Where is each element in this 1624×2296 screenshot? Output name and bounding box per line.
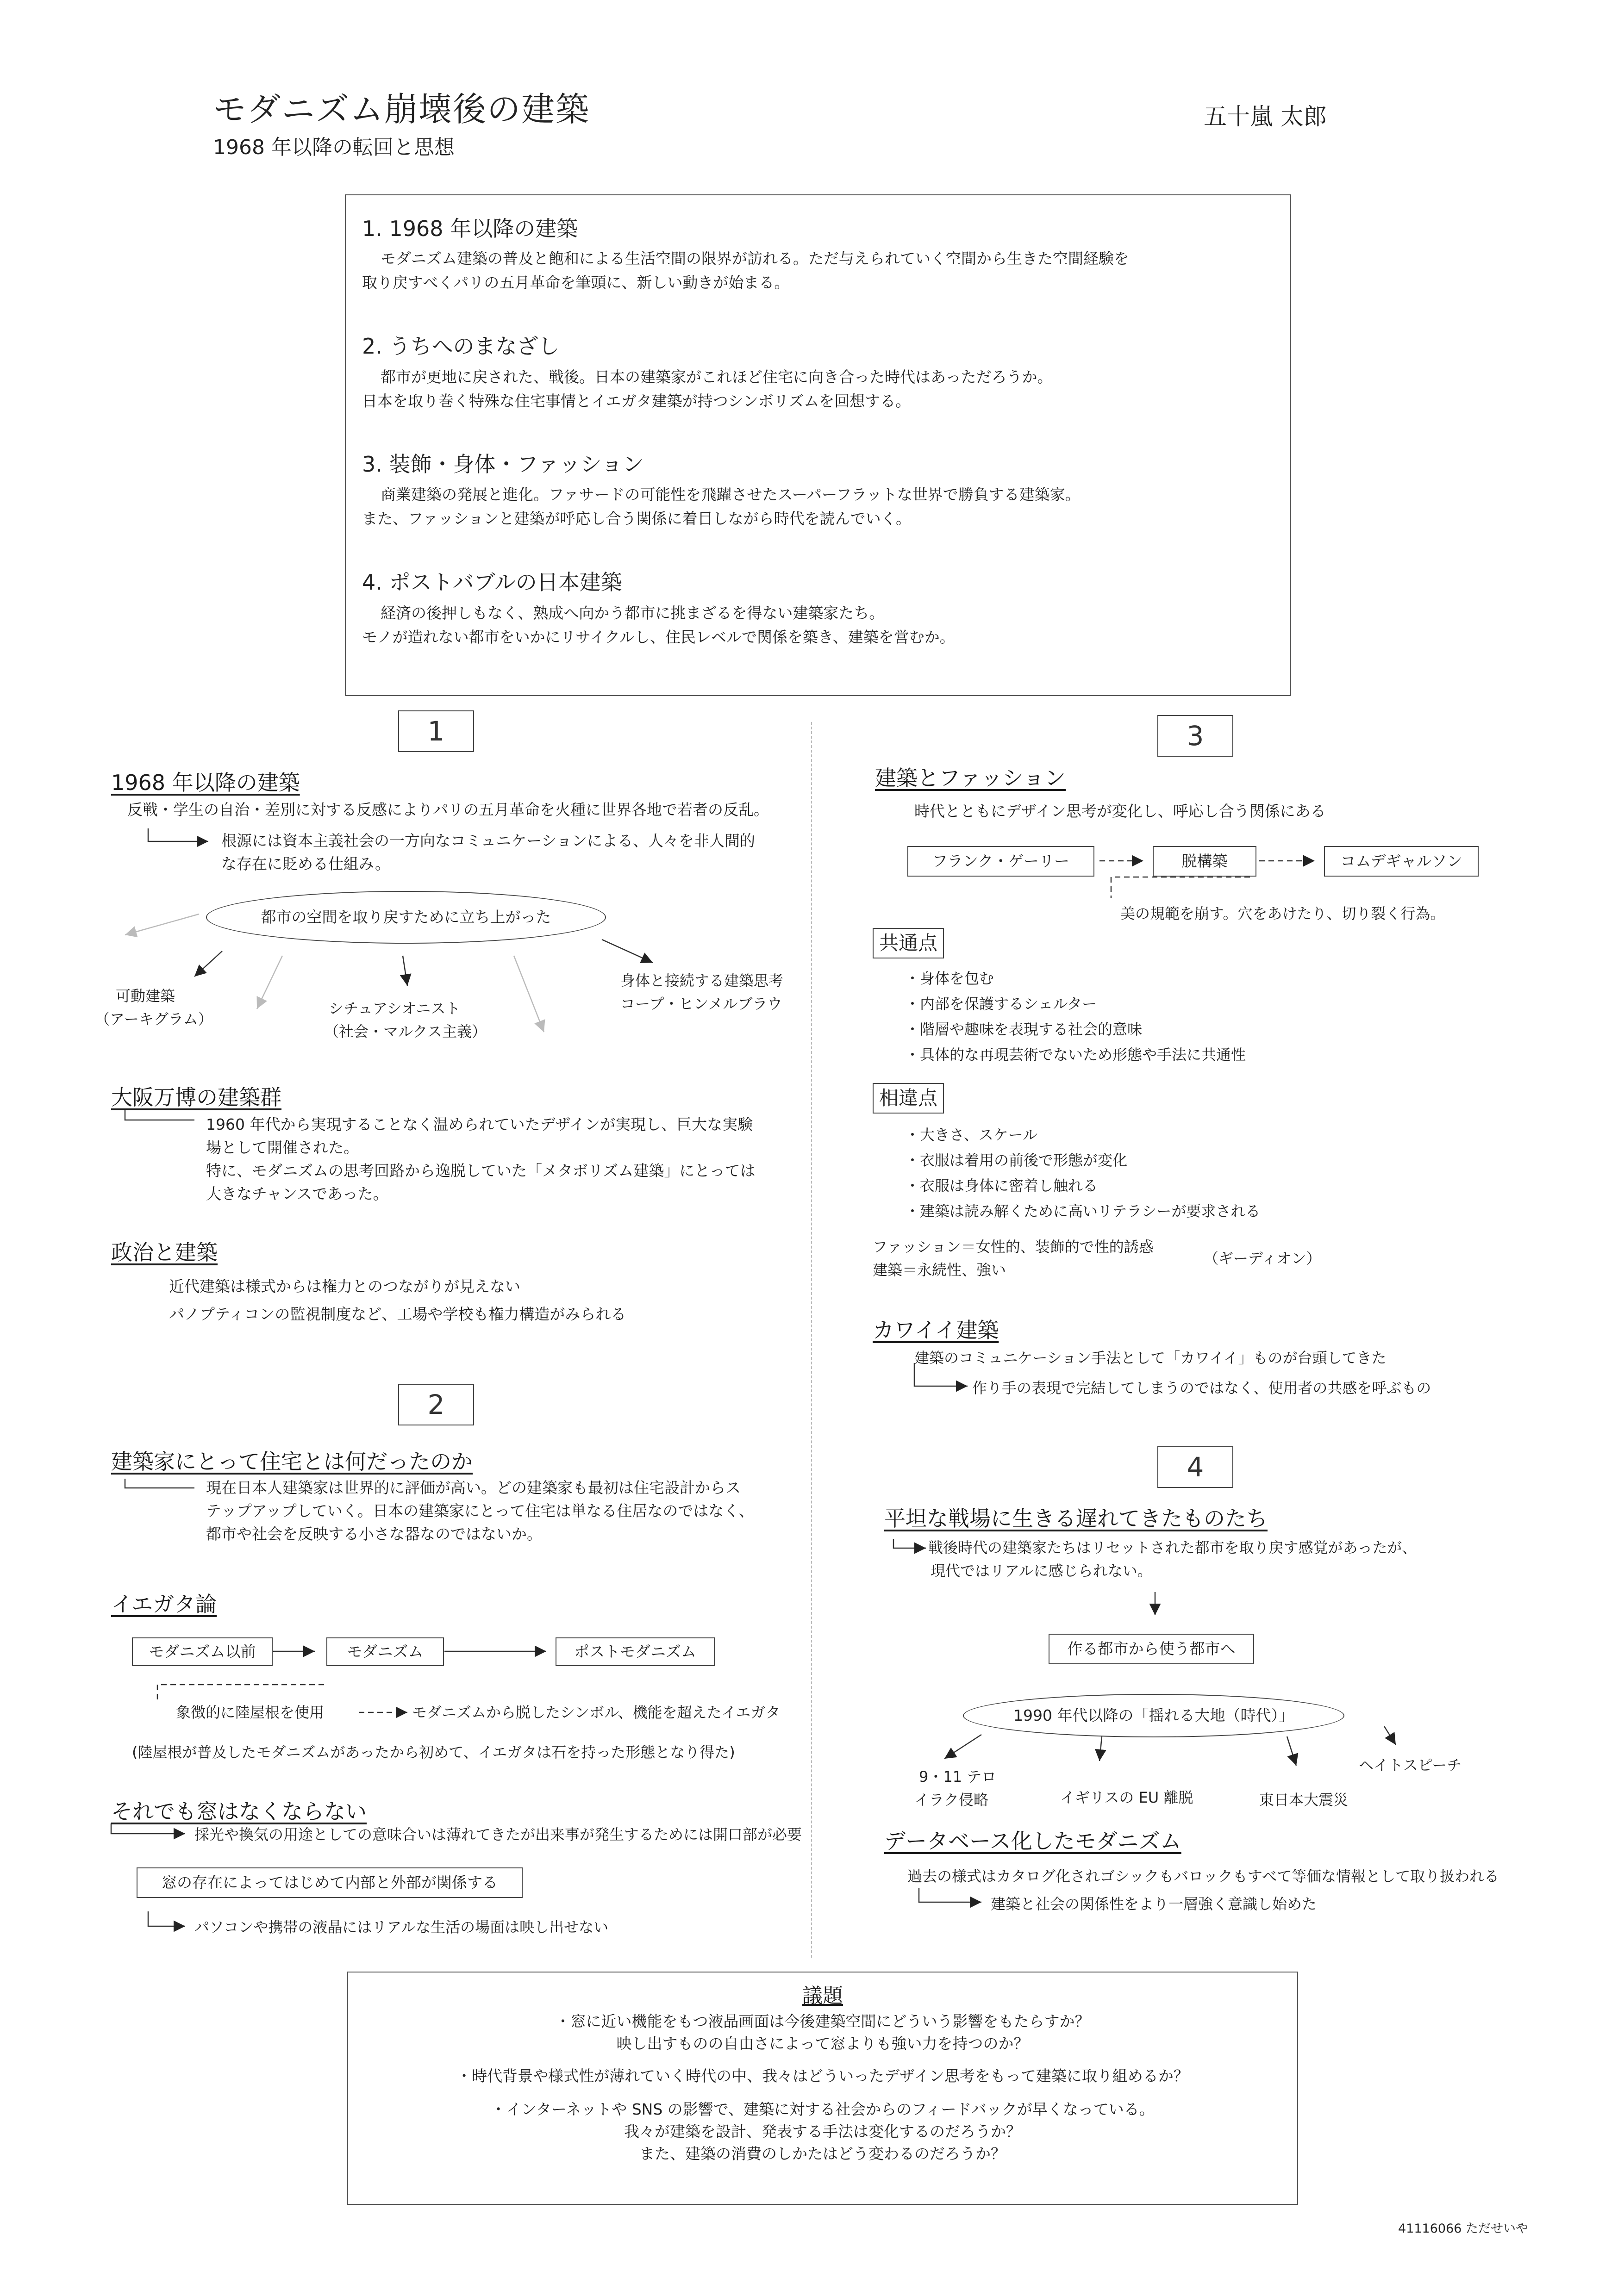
s4-event-1a: 9・11 テロ [919,1768,997,1786]
s3-text-2: 美の規範を崩す。穴をあけたり、切り裂く行為。 [1120,905,1445,922]
outline-text-1b: 取り戻すべくパリの五月革命を筆頭に、新しい動きが始まる。 [362,274,790,292]
s4-event-4: ヘイトスピーチ [1359,1756,1462,1774]
s3-common-3: ・階層や趣味を表現する社会的意味 [905,1020,1143,1038]
s3-quote-1: ファッション＝女性的、装飾的で性的誘惑 [873,1238,1154,1256]
s3-quote-source: （ギーディオン） [1204,1250,1321,1267]
s3-diff-2: ・衣服は着用の前後で形態が変化 [905,1151,1128,1169]
section-number-3: 3 [1157,715,1233,757]
footer-id: 41116066 ただせいや [1398,2221,1529,2236]
outline-text-3b: また、ファッションと建築が呼応し合う関係に着目しながら時代を読んでいく。 [362,510,912,528]
s3-flow-box-gehry: フランク・ゲーリー [907,846,1094,877]
agenda-line-2: 映し出すものの自由さによって窓よりも強い力を持つのか？ [616,2035,1029,2053]
column-divider [811,722,812,1958]
s2-text-2: テップアップしていく。日本の建築家にとって住宅は単なる住居なのではなく、 [206,1502,754,1520]
s2-heading-house: 建築家にとって住宅とは何だったのか [111,1449,473,1474]
s4-event-2: イギリスの EU 離脱 [1060,1789,1193,1806]
s3-diff-1: ・大きさ、スケール [905,1126,1038,1144]
s2-text-1: 現在日本人建築家は世界的に評価が高い。どの建築家も最初は住宅設計からス [206,1479,741,1497]
s3-text-4: 作り手の表現で完結してしまうのではなく、使用者の共感を呼ぶもの [972,1379,1431,1397]
s4-heading-database: データベース化したモダニズム [884,1829,1181,1854]
outline-text-3a: 商業建築の発展と進化。ファサードの可能性を飛躍させたスーパーフラットな世界で勝負する建築家。 [381,485,1081,504]
s2-flow-box-3: ポストモダニズム [556,1637,715,1666]
s2-text-7: 採光や換気の用途としての意味合いは薄れてきたが出来事が発生するためには開口部が必要 [194,1826,802,1843]
s2-text-6: (陸屋根が普及したモダニズムがあったから初めて、イエガタは石を持った形態となり得た) [132,1743,735,1761]
s2-text-4: 象徴的に陸屋根を使用 [176,1704,325,1721]
s1-text-9: パノプティコンの監視制度など、工場や学校も権力構造がみられる [169,1305,626,1323]
outline-text-2b: 日本を取り巻く特殊な住宅事情とイエガタ建築が持つシンボリズムを回想する。 [362,392,911,410]
section-number-1: 1 [398,710,474,752]
agenda-title: 議題 [802,1984,843,2008]
s2-window-box: 窓の存在によってはじめて内部と外部が関係する [137,1867,523,1898]
s1-branch-1a: 可動建築 [116,987,175,1005]
s1-branch-1b: （アーキグラム） [95,1010,213,1028]
s1-branch-3a: 身体と接続する建築思考 [620,972,784,989]
outline-text-2a: 都市が更地に戻された、戦後。日本の建築家がこれほど住宅に向き合った時代はあっただろうか。 [381,368,1053,386]
s3-text-1: 時代とともにデザイン思考が変化し、呼応し合う関係にある [914,802,1326,820]
s4-event-1b: イラク侵略 [914,1791,989,1809]
s1-text-2: 根源には資本主義社会の一方向なコミュニケーションによる、人々を非人間的 [221,832,756,850]
s2-heading-iegata: イエガタ論 [111,1592,217,1617]
section-number-4: 4 [1157,1446,1233,1488]
s1-branch-2b: （社会・マルクス主義） [324,1023,487,1040]
outline-heading-2: 2. うちへのまなざし [362,334,560,359]
s2-heading-window: それでも窓はなくならない [111,1799,367,1824]
s4-city-box: 作る都市から使う都市へ [1049,1634,1254,1664]
outline-text-1a: モダニズム建築の普及と飽和による生活空間の限界が訪れる。ただ与えられていく空間から生きた空間経験を [381,249,1129,268]
outline-heading-3: 3. 装飾・身体・ファッション [362,452,644,477]
s3-quote-2: 建築＝永続性、強い [873,1261,1006,1279]
outline-heading-4: 4. ポストバブルの日本建築 [362,570,622,595]
s1-heading-politics: 政治と建築 [111,1240,218,1265]
s2-flow-box-2: モダニズム [326,1637,444,1666]
s1-text-4: 1960 年代から実現することなく温められていたデザインが実現し、巨大な実験 [206,1115,753,1133]
s1-oval: 都市の空間を取り戻すために立ち上がった [206,891,606,944]
page-title: モダニズム崩壊後の建築 [213,90,590,129]
outline-heading-1: 1. 1968 年以降の建築 [362,216,578,241]
s1-branch-3b: コープ・ヒンメルブラウ [620,995,782,1013]
agenda-line-1: ・窓に近い機能をもつ液晶画面は今後建築空間にどういう影響をもたらすか？ [555,2012,1090,2030]
s1-heading-1968: 1968 年以降の建築 [111,770,300,795]
s1-text-6: 特に、モダニズムの思考回路から逸脱していた「メタボリズム建築」にとっては [206,1162,756,1180]
s4-oval: 1990 年代以降の「揺れる大地（時代）」 [963,1694,1344,1737]
s3-common-1: ・身体を包む [905,970,994,987]
s2-text-3: 都市や社会を反映する小さな器なのではないか。 [206,1525,542,1543]
page-subtitle: 1968 年以降の転回と思想 [213,136,455,159]
s3-diff-4: ・建築は読み解くために高いリテラシーが要求される [905,1202,1261,1220]
section-number-2: 2 [398,1384,474,1425]
outline-text-4b: モノが造れない都市をいかにリサイクルし、住民レベルで関係を築き、建築を営むか。 [362,628,955,646]
s4-text-2: 現代ではリアルに感じられない。 [931,1562,1152,1580]
s1-text-3: な存在に貶める仕組み。 [221,855,390,873]
s3-heading-fashion: 建築とファッション [875,765,1066,790]
s3-diff-3: ・衣服は身体に密着し触れる [905,1177,1098,1195]
s1-heading-osaka: 大阪万博の建築群 [111,1085,281,1110]
s1-branch-2a: シチュアシオニスト [329,1000,461,1017]
outline-text-4a: 経済の後押しもなく、熟成へ向かう都市に挑まざるを得ない建築家たち。 [381,604,885,622]
s3-flow-box-comme: コムデギャルソン [1324,846,1479,877]
author-name: 五十嵐 太郎 [1204,103,1327,130]
agenda-line-4: ・インターネットや SNS の影響で、建築に対する社会からのフィードバックが早くなっている。 [491,2100,1155,2118]
s3-common-4: ・具体的な再現芸術でないため形態や手法に共通性 [905,1046,1246,1064]
s2-text-5: モダニズムから脱したシンボル、機能を超えたイエガタ [412,1704,781,1721]
s1-text-1: 反戦・学生の自治・差別に対する反感によりパリの五月革命を火種に世界各地で若者の反乱。 [127,801,769,819]
s3-common-label: 共通点 [873,928,944,958]
s4-text-3: 過去の様式はカタログ化されゴシックもバロックもすべて等価な情報として取り扱われる [907,1867,1499,1885]
s3-flow-box-deconstruction: 脱構築 [1153,846,1256,877]
agenda-line-5: 我々が建築を設計、発表する手法は変化するのだろうか？ [624,2122,1021,2140]
s3-diff-label: 相違点 [873,1083,944,1114]
s3-text-3: 建築のコミュニケーション手法として「カワイイ」ものが台頭してきた [914,1349,1387,1367]
s2-text-8: パソコンや携帯の液晶にはリアルな生活の場面は映し出せない [194,1918,609,1936]
s1-text-8: 近代建築は様式からは権力とのつながりが見えない [169,1277,520,1295]
s2-flow-box-1: モダニズム以前 [132,1637,273,1666]
agenda-box [347,1972,1298,2205]
s1-text-7: 大きなチャンスであった。 [206,1185,388,1203]
s3-heading-kawaii: カワイイ建築 [873,1318,999,1343]
outline-box [345,194,1291,696]
s3-common-2: ・内部を保護するシェルター [905,995,1097,1013]
agenda-line-3: ・時代背景や様式性が薄れていく時代の中、我々はどういったデザイン思考をもって建築に取り組めるか？ [456,2067,1189,2085]
s4-text-4: 建築と社会の関係性をより一層強く意識し始めた [991,1895,1317,1913]
s1-text-5: 場として開催された。 [206,1139,359,1157]
agenda-line-6: また、建築の消費のしかたはどう変わるのだろうか？ [639,2145,1006,2163]
s4-heading-battlefield: 平坦な戦場に生きる遅れてきたものたち [884,1506,1268,1531]
s4-text-1: 戦後時代の建築家たちはリセットされた都市を取り戻す感覚があったが、 [928,1539,1417,1556]
s4-event-3: 東日本大震災 [1259,1791,1349,1809]
